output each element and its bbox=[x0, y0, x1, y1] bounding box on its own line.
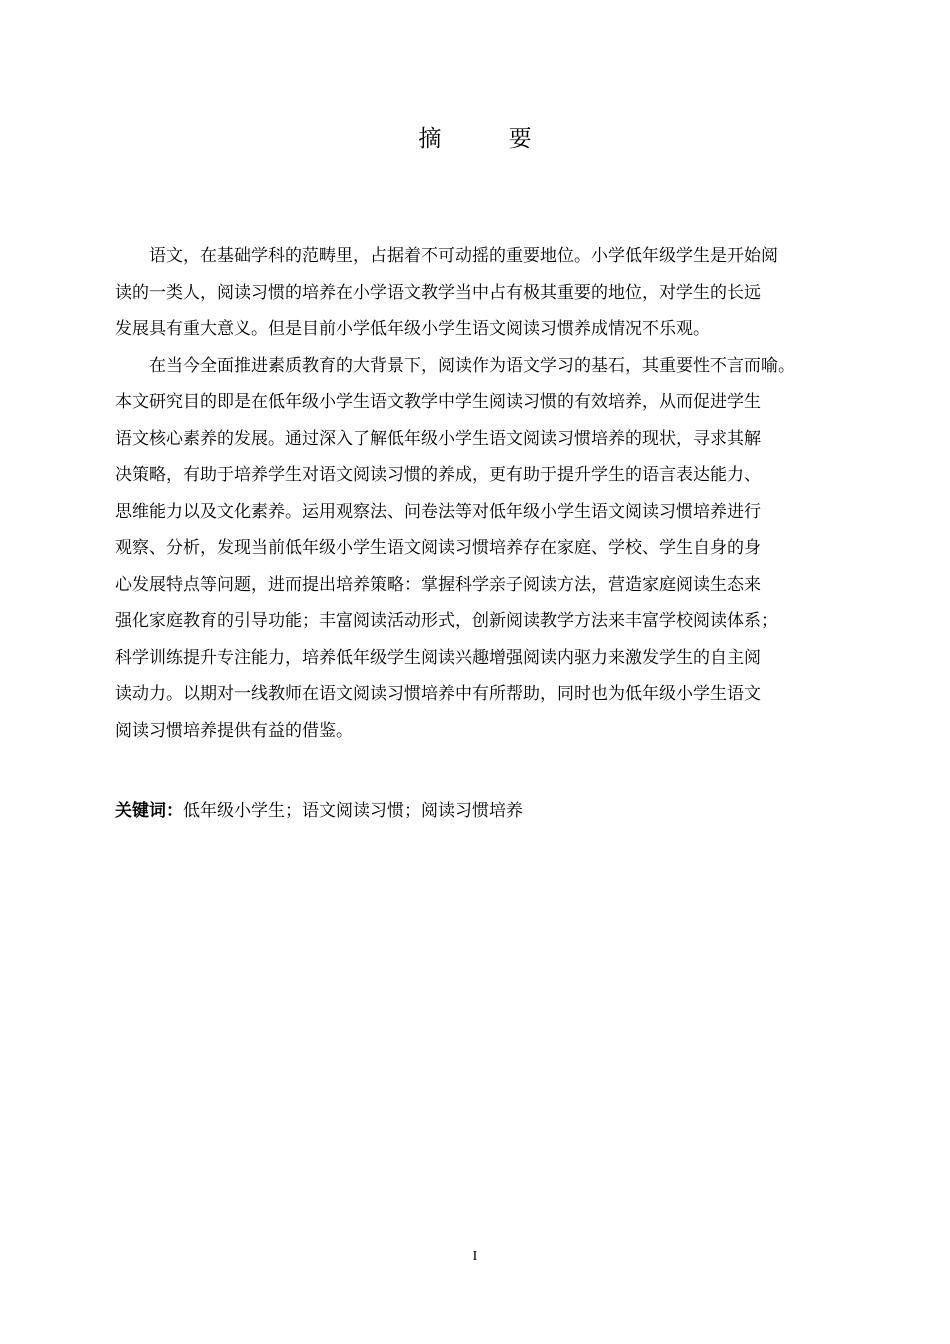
paragraph-line: 发展具有重大意义。但是目前小学低年级小学生语文阅读习惯养成情况不乐观。 bbox=[115, 319, 710, 339]
paragraph-line: 读动力。以期对一线教师在语文阅读习惯培养中有所帮助，同时也为低年级小学生语文 bbox=[115, 684, 761, 704]
paragraph-line: 强化家庭教育的引导功能；丰富阅读活动形式，创新阅读教学方法来丰富学校阅读体系； bbox=[115, 611, 778, 631]
paragraph-line: 在当今全面推进素质教育的大背景下，阅读作为语文学习的基石，其重要性不言而喻。 bbox=[149, 355, 795, 376]
page-number: I bbox=[472, 1249, 478, 1264]
paragraph-line: 语文，在基础学科的范畴里，占据着不可动摇的重要地位。小学低年级学生是开始阅 bbox=[149, 246, 778, 266]
paragraph-line: 阅读习惯培养提供有益的借鉴。 bbox=[115, 720, 353, 741]
paragraph-line: 本文研究目的即是在低年级小学生语文教学中学生阅读习惯的有效培养，从而促进学生 bbox=[115, 392, 761, 412]
paragraph-line: 语文核心素养的发展。通过深入了解低年级小学生语文阅读习惯培养的现状，寻求其解 bbox=[115, 428, 761, 449]
abstract-body bbox=[115, 238, 860, 749]
keywords-label: 关键词： bbox=[115, 801, 183, 821]
keywords-value: 低年级小学生；语文阅读习惯；阅读习惯培养 bbox=[183, 801, 523, 821]
paragraph-line: 观察、分析，发现当前低年级小学生语文阅读习惯培养存在家庭、学校、学生自身的身 bbox=[115, 538, 761, 558]
paragraph-line: 思维能力以及文化素养。运用观察法、问卷法等对低年级小学生语文阅读习惯培养进行 bbox=[115, 501, 761, 522]
keywords-line bbox=[115, 797, 523, 825]
abstract-paragraph-1 bbox=[115, 238, 860, 348]
paragraph-line: 决策略，有助于培养学生对语文阅读习惯的养成，更有助于提升学生的语言表达能力、 bbox=[115, 465, 761, 485]
page-title: 摘 要 bbox=[418, 126, 562, 152]
paragraph-line: 科学训练提升专注能力，培养低年级学生阅读兴趣增强阅读内驱力来激发学生的自主阅 bbox=[115, 647, 761, 668]
paragraph-line: 读的一类人，阅读习惯的培养在小学语文教学当中占有极其重要的地位，对学生的长远 bbox=[115, 282, 761, 303]
paragraph-line: 心发展特点等问题，进而提出培养策略：掌握科学亲子阅读方法，营造家庭阅读生态来 bbox=[115, 574, 761, 595]
abstract-paragraph-2 bbox=[115, 348, 860, 750]
